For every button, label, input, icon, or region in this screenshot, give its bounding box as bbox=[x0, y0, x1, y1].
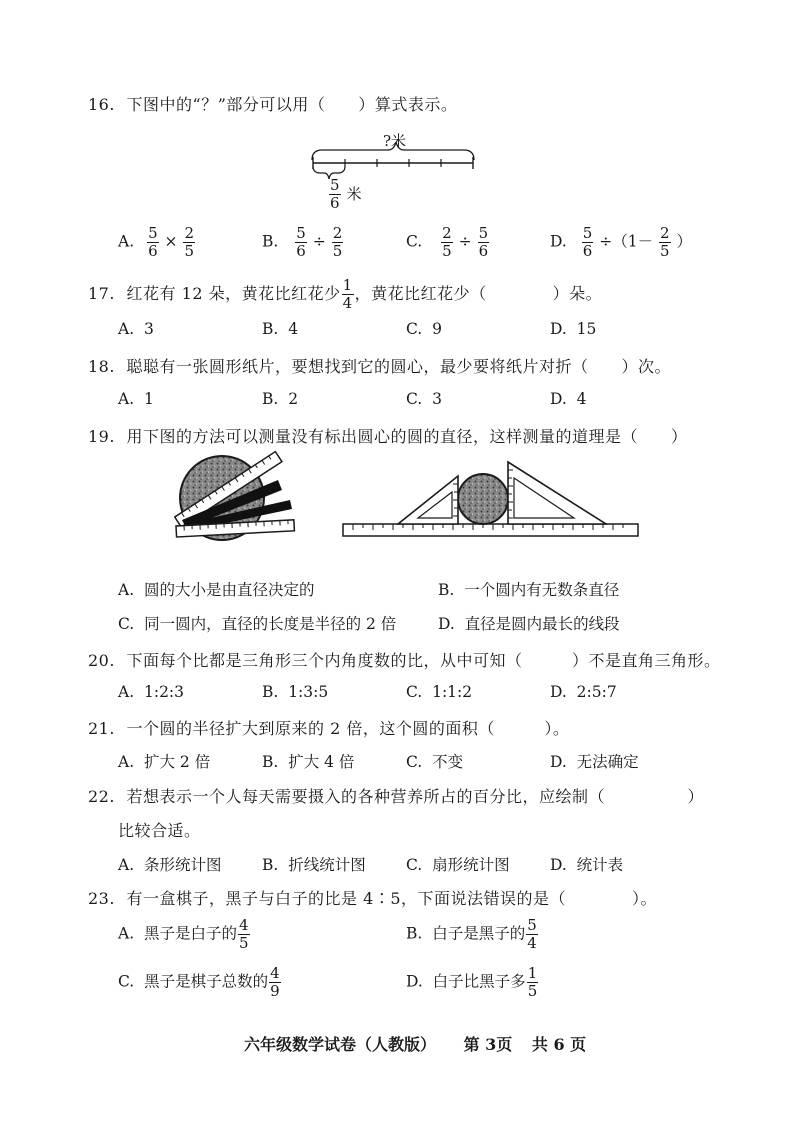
question-23 bbox=[88, 886, 657, 909]
question-17: 17. 红花有 12 朵，黄花比红花少 $\frac{1}{4}$ ，黄花比红花少（ ）朵。 bbox=[88, 276, 603, 312]
option-b[interactable]: B. $\frac{5}{6}$ ÷ $\frac{2}{5}$ bbox=[262, 224, 343, 260]
option-c[interactable]: C. 不变 bbox=[406, 753, 464, 771]
option-d[interactable]: D. 直径是圆内最长的线段 bbox=[438, 615, 620, 633]
option-c[interactable]: C. $\frac{2}{5}$ ÷ $\frac{5}{6}$ bbox=[406, 224, 489, 260]
fraction: $\frac{5}{4}$ bbox=[527, 916, 537, 952]
option-a[interactable]: A. 1:2:3 bbox=[118, 683, 185, 701]
option-b[interactable]: B. 白子是黑子的 $\frac{5}{4}$ bbox=[406, 916, 537, 952]
question-text: 一个圆的半径扩大到原来的 2 倍，这个圆的面积（ ）。 bbox=[126, 719, 570, 738]
total-length-label: ?米 bbox=[383, 132, 407, 150]
fraction: $\frac{1}{4}$ bbox=[342, 276, 353, 312]
option-b[interactable]: B. 扩大 4 倍 bbox=[262, 753, 355, 771]
option-b[interactable]: B. 折线统计图 bbox=[262, 856, 366, 874]
question-number: 23. bbox=[88, 889, 115, 908]
option-d[interactable]: D. 无法确定 bbox=[550, 753, 639, 771]
question-text: 用下图的方法可以测量没有标出圆心的圆的直径，这样测量的道理是（ ） bbox=[126, 427, 688, 446]
option-d[interactable]: D. $\frac{5}{6}$ ÷（1－ $\frac{2}{5}$ ） bbox=[550, 224, 693, 260]
question-number: 19. bbox=[88, 427, 115, 446]
page-footer bbox=[244, 1032, 586, 1055]
fraction: $\frac{5}{6}$ bbox=[330, 176, 340, 212]
option-b[interactable]: B. 4 bbox=[262, 320, 299, 338]
page-total: 共 6 页 bbox=[531, 1035, 587, 1054]
question-text-continued: 比较合适。 bbox=[118, 821, 201, 840]
question-number: 17. bbox=[88, 284, 115, 303]
option-c[interactable]: C. 3 bbox=[406, 390, 442, 408]
fraction: $\frac{4}{5}$ bbox=[239, 916, 249, 952]
triangles-with-ruler bbox=[343, 462, 638, 536]
question-number: 18. bbox=[88, 357, 115, 376]
fraction: $\frac{5}{6}$ bbox=[582, 224, 593, 260]
option-d[interactable]: D. 4 bbox=[550, 390, 587, 408]
option-a[interactable]: A. 圆的大小是由直径决定的 bbox=[118, 581, 315, 599]
exam-title: 六年级数学试卷（人教版） bbox=[244, 1035, 437, 1054]
option-a[interactable]: A. 条形统计图 bbox=[118, 856, 222, 874]
option-a[interactable]: A. 3 bbox=[118, 320, 154, 338]
option-c[interactable]: C. 同一圆内，直径的长度是半径的 2 倍 bbox=[118, 615, 397, 633]
question-number: 16. bbox=[88, 95, 115, 114]
question-22 bbox=[88, 784, 704, 807]
question-21 bbox=[88, 716, 569, 739]
fraction: $\frac{2}{5}$ bbox=[332, 224, 343, 260]
question-text: 红花有 12 朵，黄花比红花少 bbox=[126, 284, 341, 303]
circle-with-rulers bbox=[175, 452, 295, 540]
option-b[interactable]: B. 1:3:5 bbox=[262, 683, 329, 701]
question-text: 下图中的“？”部分可以用（ ）算式表示。 bbox=[126, 95, 458, 114]
option-c[interactable]: C. 黑子是棋子总数的 $\frac{4}{9}$ bbox=[118, 964, 280, 1000]
option-c[interactable]: C. 扇形统计图 bbox=[406, 856, 510, 874]
option-a[interactable]: A. 1 bbox=[118, 390, 154, 408]
fraction: $\frac{5}{6}$ bbox=[478, 224, 489, 260]
fraction: $\frac{4}{9}$ bbox=[270, 964, 280, 1000]
option-b[interactable]: B. 2 bbox=[262, 390, 299, 408]
option-c[interactable]: C. 9 bbox=[406, 320, 442, 338]
question-number: 20. bbox=[88, 651, 115, 670]
fraction: $\frac{2}{5}$ bbox=[442, 224, 452, 260]
question-text: 有一盒棋子，黑子与白子的比是 4∶5，下面说法错误的是（ ）。 bbox=[126, 889, 657, 908]
option-b[interactable]: B. 一个圆内有无数条直径 bbox=[438, 581, 620, 599]
option-d[interactable]: D. 2:5:7 bbox=[550, 683, 617, 701]
question-number: 21. bbox=[88, 719, 115, 738]
option-a[interactable]: A. $\frac{5}{6}$ × $\frac{2}{5}$ bbox=[118, 224, 195, 260]
fraction: $\frac{5}{6}$ bbox=[296, 224, 306, 260]
question-text: 聪聪有一张圆形纸片，要想找到它的圆心，最少要将纸片对折（ ）次。 bbox=[126, 357, 672, 376]
question-text: 若想表示一个人每天需要摄入的各种营养所占的百分比，应绘制（ ） bbox=[126, 787, 705, 806]
option-d[interactable]: D. 白子比黑子多 $\frac{1}{5}$ bbox=[406, 964, 538, 1000]
fraction: $\frac{1}{5}$ bbox=[527, 964, 538, 1000]
question-number: 22. bbox=[88, 787, 115, 806]
option-d[interactable]: D. 15 bbox=[550, 320, 597, 338]
fraction: $\frac{5}{6}$ bbox=[148, 224, 158, 260]
fraction: $\frac{2}{5}$ bbox=[660, 224, 670, 260]
question-text: 下面每个比都是三角形三个内角度数的比，从中可知（ ）不是直角三角形。 bbox=[126, 651, 721, 670]
option-c[interactable]: C. 1:1:2 bbox=[406, 683, 473, 701]
option-d[interactable]: D. 统计表 bbox=[550, 856, 624, 874]
fraction: $\frac{2}{5}$ bbox=[184, 224, 195, 260]
question-20 bbox=[88, 648, 721, 671]
option-a[interactable]: A. 黑子是白子的 $\frac{4}{5}$ bbox=[118, 916, 249, 952]
part-length-label: $\frac{5}{6}$ 米 bbox=[330, 176, 362, 212]
page-number: 第 3页 bbox=[463, 1035, 513, 1054]
option-a[interactable]: A. 扩大 2 倍 bbox=[118, 753, 211, 771]
